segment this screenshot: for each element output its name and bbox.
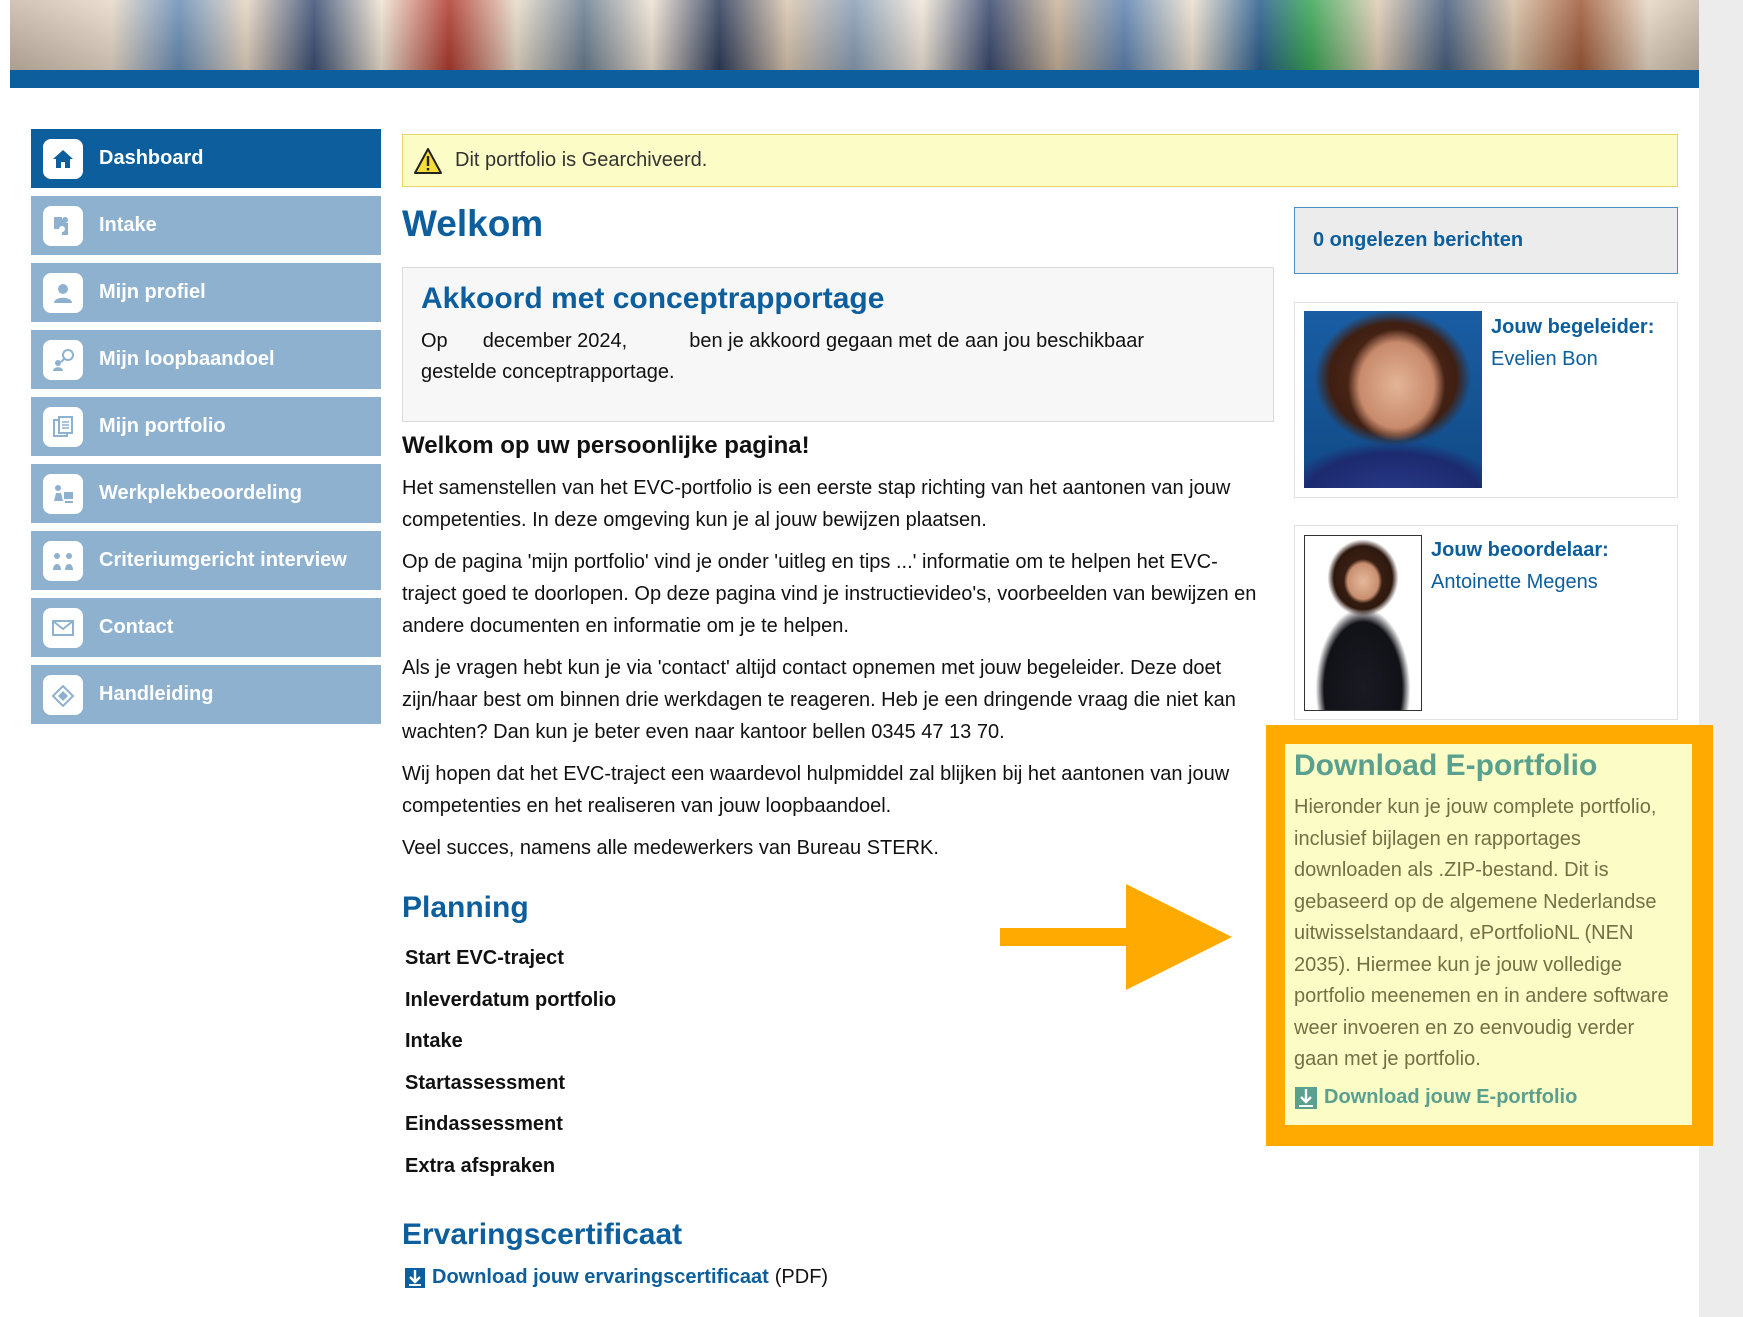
begeleider-card bbox=[1294, 302, 1678, 498]
beoordelaar-photo bbox=[1304, 535, 1422, 711]
planning-item: Extra afspraken bbox=[405, 1154, 556, 1177]
beoordelaar-name-link[interactable]: Antoinette Megens bbox=[1431, 571, 1598, 593]
manual-icon bbox=[43, 675, 83, 715]
sidebar-item-werkplekbeoordeling[interactable] bbox=[31, 464, 381, 523]
sidebar-item-intake[interactable] bbox=[31, 196, 381, 255]
planning-title: Planning bbox=[402, 891, 529, 924]
download-icon bbox=[1294, 1086, 1318, 1110]
user-icon bbox=[43, 273, 83, 313]
sidebar-item-label: Mijn profiel bbox=[99, 281, 206, 303]
envelope-icon bbox=[43, 608, 83, 648]
warning-icon bbox=[413, 147, 443, 175]
alert-text: Dit portfolio is Gearchiveerd. bbox=[455, 149, 708, 171]
sidebar-item-dashboard[interactable] bbox=[31, 129, 381, 188]
goal-icon bbox=[43, 340, 83, 380]
planning-item: Start EVC-traject bbox=[405, 947, 564, 969]
highlight-arrow-icon bbox=[1000, 884, 1232, 990]
page-title: Welkom bbox=[402, 203, 544, 244]
akkoord-panel bbox=[402, 267, 1274, 422]
download-eportfolio-panel bbox=[1285, 744, 1692, 1125]
akkoord-text-rest: ben je akkoord gegaan met de aan jou beschikbaar bbox=[689, 330, 1144, 352]
unread-messages-button[interactable] bbox=[1294, 207, 1678, 274]
beoordelaar-role: Jouw beoordelaar: bbox=[1431, 539, 1609, 561]
header-banner-shade bbox=[10, 0, 1699, 70]
welcome-paragraph: Wij hopen dat het EVC-traject een waardevol hulpmiddel zal blijken bij het aantonen van jouw competenties en het realiseren van jouw loopbaandoel. bbox=[402, 763, 1230, 817]
certificate-title: Ervaringscertificaat bbox=[402, 1218, 683, 1251]
sidebar-item-contact[interactable] bbox=[31, 598, 381, 657]
welcome-paragraph: Als je vragen hebt kun je via 'contact' altijd contact opnemen met jouw begeleider. Deze doet zijn/haar best om binnen drie werkdagen te reageren. Heb je een dringende vraag die niet kan wachten? Dan kun je beter even naar kantoor bellen 0345 47 13 70. bbox=[402, 657, 1236, 743]
download-icon bbox=[404, 1267, 426, 1289]
beoordelaar-card bbox=[1294, 525, 1678, 720]
welcome-content bbox=[402, 432, 1272, 874]
sidebar-item-label: Mijn loopbaandoel bbox=[99, 348, 275, 370]
certificate-format: (PDF) bbox=[774, 1266, 829, 1288]
unread-messages-label: 0 ongelezen berichten bbox=[1313, 229, 1524, 251]
workplace-icon bbox=[43, 474, 83, 514]
download-eportfolio-text: Hieronder kun je jouw complete portfolio, inclusief bijlagen en rapportages downloaden als .ZIP-bestand. Dit is gebaseerd op de algemene Nederlandse uitwisselstandaard, ePortfolioNL (NEN 2035). Hiermee kun je jouw volledige portfolio meenemen en in andere software weer invoeren en zo eenvoudig verder gaan met je portfolio. bbox=[1294, 796, 1669, 1070]
sidebar-item-label: Contact bbox=[99, 616, 174, 638]
begeleider-photo bbox=[1304, 311, 1482, 488]
planning-item: Intake bbox=[405, 1030, 463, 1052]
sidebar-item-mijn-profiel[interactable] bbox=[31, 263, 381, 322]
sidebar-item-mijn-loopbaandoel[interactable] bbox=[31, 330, 381, 389]
sidebar-item-label: Mijn portfolio bbox=[99, 415, 226, 437]
certificate-download-link[interactable]: Download jouw ervaringscertificaat bbox=[432, 1266, 769, 1288]
sidebar-nav bbox=[31, 129, 381, 732]
interview-icon bbox=[43, 541, 83, 581]
page-margin-left bbox=[0, 0, 10, 1317]
planning-item: Eindassessment bbox=[405, 1113, 563, 1135]
begeleider-role: Jouw begeleider: bbox=[1491, 316, 1655, 338]
sidebar-item-label: Handleiding bbox=[99, 683, 214, 705]
sidebar-item-label: Intake bbox=[99, 214, 157, 236]
home-icon bbox=[43, 139, 83, 179]
welcome-paragraph: Het samenstellen van het EVC-portfolio is een eerste stap richting van het aantonen van jouw competenties. In deze omgeving kun je al jouw bewijzen plaatsen. bbox=[402, 477, 1231, 531]
certificate-download bbox=[404, 1266, 828, 1289]
sidebar-item-criteriumgericht-interview[interactable] bbox=[31, 531, 381, 590]
header-blue-bar bbox=[10, 70, 1699, 88]
download-eportfolio-title: Download E-portfolio bbox=[1294, 749, 1598, 782]
documents-icon bbox=[43, 407, 83, 447]
welcome-heading: Welkom op uw persoonlijke pagina! bbox=[402, 432, 810, 459]
akkoord-text bbox=[421, 326, 1255, 388]
archived-alert bbox=[402, 134, 1678, 187]
planning-item: Startassessment bbox=[405, 1071, 566, 1094]
akkoord-text-date: december 2024, bbox=[482, 330, 628, 352]
begeleider-name-link[interactable]: Evelien Bon bbox=[1491, 348, 1598, 370]
puzzle-icon bbox=[43, 206, 83, 246]
sidebar-item-label: Criteriumgericht interview bbox=[99, 549, 347, 571]
sidebar-item-label: Werkplekbeoordeling bbox=[99, 482, 303, 504]
sidebar-item-mijn-portfolio[interactable] bbox=[31, 397, 381, 456]
download-eportfolio-button[interactable] bbox=[1294, 1086, 1682, 1110]
akkoord-title: Akkoord met conceptrapportage bbox=[421, 282, 885, 315]
planning-list bbox=[405, 947, 616, 1196]
akkoord-text-op: Op bbox=[421, 330, 448, 352]
akkoord-text-line2: gestelde conceptrapportage. bbox=[421, 361, 675, 383]
sidebar-item-handleiding[interactable] bbox=[31, 665, 381, 724]
planning-item: Inleverdatum portfolio bbox=[405, 988, 617, 1011]
sidebar-item-label: Dashboard bbox=[99, 147, 204, 169]
welcome-paragraph: Op de pagina 'mijn portfolio' vind je onder 'uitleg en tips ...' informatie om te helpen het EVC-traject goed te doorlopen. Op deze pagina vind je instructievideo's, voorbeelden van bewijzen en andere documenten en informatie om je te helpen. bbox=[402, 551, 1257, 637]
download-eportfolio-link: Download jouw E-portfolio bbox=[1324, 1086, 1578, 1108]
welcome-paragraph: Veel succes, namens alle medewerkers van Bureau STERK. bbox=[402, 837, 939, 859]
